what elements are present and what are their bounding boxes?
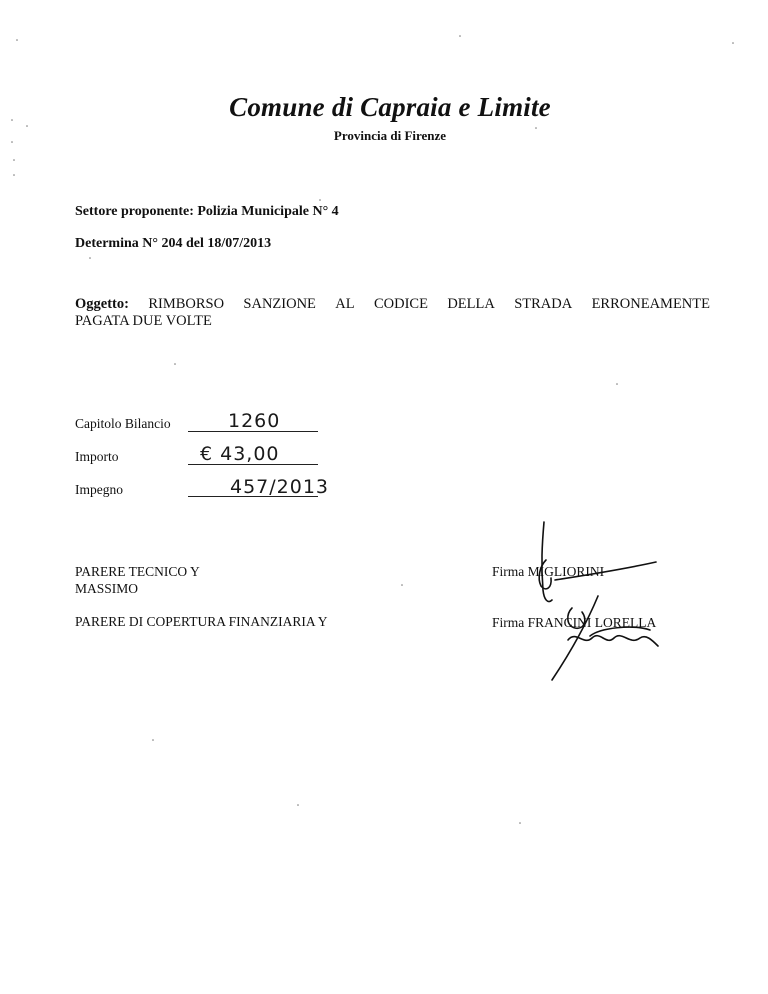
speck [174, 363, 176, 365]
parere-tecnico-line-2: MASSIMO [75, 581, 139, 596]
oggetto-label: Oggetto: [75, 296, 129, 312]
determina-number: Determina N° 204 del 18/07/2013 [75, 236, 272, 251]
document-subtitle: Provincia di Firenze [333, 128, 447, 143]
speck [11, 119, 13, 121]
speck [401, 584, 403, 586]
settore-proponente: Settore proponente: Polizia Municipale N° 4 [75, 204, 339, 219]
speck [535, 127, 537, 129]
impegno-label: Impegno [75, 482, 123, 497]
impegno-value: 457/2013 [230, 476, 330, 498]
capitolo-bilancio-label: Capitolo Bilancio [75, 416, 171, 431]
oggetto-word: RIMBORSO [148, 296, 225, 312]
oggetto-word: DELLA [447, 296, 495, 312]
firma-francini-lorella: Firma FRANCINI LORELLA [492, 615, 657, 630]
parere-copertura-finanziaria: PARERE DI COPERTURA FINANZIARIA Y [75, 614, 328, 629]
speck [152, 739, 154, 741]
speck [519, 822, 521, 824]
speck [89, 257, 91, 259]
oggetto-word: CODICE [373, 296, 428, 312]
firma-migliorini: Firma MIGLIORINI [492, 564, 605, 579]
speck [13, 159, 15, 161]
speck [459, 35, 461, 37]
speck [13, 174, 15, 176]
speck [319, 199, 321, 201]
capitolo-bilancio-value: 1260 [228, 410, 281, 432]
oggetto-line-2: PAGATA DUE VOLTE [75, 313, 212, 329]
speck [11, 141, 13, 143]
oggetto-word: AL [335, 296, 355, 312]
parere-tecnico-line-1: PARERE TECNICO Y [75, 564, 200, 579]
speck [297, 804, 299, 806]
speck [16, 39, 18, 41]
speck [616, 383, 618, 385]
importo-value: € 43,00 [200, 443, 280, 465]
speck [26, 125, 28, 127]
document-title: Comune di Capraia e Limite [229, 92, 551, 122]
speck [732, 42, 734, 44]
oggetto-word: SANZIONE [243, 296, 316, 312]
oggetto-word: ERRONEAMENTE [591, 296, 710, 312]
importo-label: Importo [75, 449, 119, 464]
oggetto-word: STRADA [514, 296, 573, 312]
